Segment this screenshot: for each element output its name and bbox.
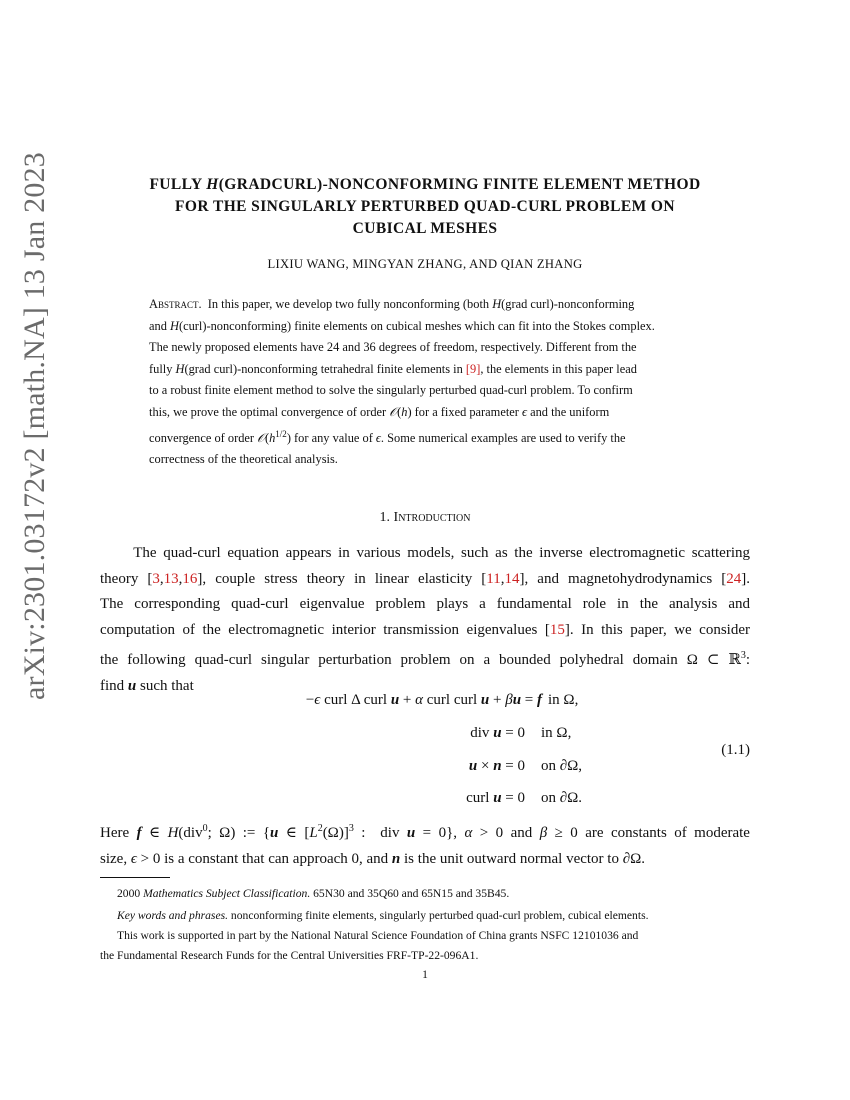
- post-equation-paragraph: [100, 816, 750, 872]
- intro-line-4: computation of the electromagnetic interior transmission eigenvalues [15]. In this paper, we consider: [100, 621, 750, 638]
- abstract-line-2: and H(curl)-nonconforming) finite elements on cubical meshes which can fit into the Stokes complex.: [149, 318, 655, 333]
- citation-link[interactable]: [9]: [465, 361, 481, 376]
- section-number: 1.: [379, 510, 391, 525]
- title-line-3: CUBICAL MESHES: [352, 220, 498, 237]
- arxiv-sidebar-stamp: arXiv:2301.03172v2 [math.NA] 13 Jan 2023: [18, 152, 51, 700]
- abstract-line-8: correctness of the theoretical analysis.: [149, 452, 338, 467]
- paper-title: [100, 174, 750, 240]
- citation-link[interactable]: 11: [486, 570, 501, 587]
- footnote-msc: 2000 Mathematics Subject Classification. 65N30 and 35Q60 and 65N15 and 35B45.: [117, 887, 510, 900]
- footnote-keywords: Key words and phrases. nonconforming finite elements, singularly perturbed quad-curl problem, cubical elements.: [117, 909, 649, 922]
- abstract-line-5: to a robust finite element method to solve the singularly perturbed quad-curl problem. To confirm: [149, 383, 633, 398]
- footnote-support-2: the Fundamental Research Funds for the Central Universities FRF-TP-22-096A1.: [100, 949, 479, 962]
- title-line-2: FOR THE SINGULARLY PERTURBED QUAD-CURL PROBLEM ON: [175, 198, 675, 215]
- intro-paragraph: [100, 541, 750, 699]
- author-list: LIXIU WANG, MINGYAN ZHANG, AND QIAN ZHANG: [267, 257, 583, 271]
- abstract: [149, 294, 700, 471]
- title-h-symbol: H: [206, 176, 219, 193]
- abstract-line-7: convergence of order $𝒪(h^{1/2})$ for any value of ϵ. Some numerical examples are used to verify the: [149, 428, 626, 445]
- equation-row-2-lhs: div u = 0: [470, 725, 525, 741]
- abstract-line-1: Abstract. In this paper, we develop two fully nonconforming (both H(grad curl)-nonconforming: [149, 297, 635, 311]
- section-heading: [100, 510, 750, 526]
- section-title: Introduction: [393, 510, 471, 525]
- equation-row-1-rhs: in Ω,: [548, 692, 579, 708]
- equation-row-3-lhs: u × n = 0: [468, 758, 525, 774]
- intro-line-2: theory [3,13,16], couple stress theory in linear elasticity [11,14], and magnetohydrodynamics [24].: [100, 570, 750, 587]
- equation-row-2-rhs: in Ω,: [541, 725, 572, 741]
- citation-link[interactable]: 16: [182, 570, 198, 587]
- citation-link[interactable]: 15: [549, 621, 565, 638]
- intro-line-3: The corresponding quad-curl eigenvalue problem plays a fundamental role in the analysis and: [100, 596, 750, 612]
- abstract-line-3: The newly proposed elements have 24 and 36 degrees of freedom, respectively. Different from the: [149, 340, 637, 355]
- citation-link[interactable]: 24: [726, 570, 742, 587]
- abstract-line-4: fully H(grad curl)-nonconforming tetrahedral finite elements in [9], the elements in this paper lead: [149, 361, 637, 376]
- intro-line-5: the following quad-curl singular perturbation problem on a bounded polyhedral domain Ω ⊂ ℝ$^3$:: [100, 650, 750, 668]
- citation-link[interactable]: 3: [152, 570, 160, 587]
- page-number: 1: [422, 968, 428, 981]
- footnote-rule: [100, 877, 170, 878]
- citation-link[interactable]: 14: [504, 570, 520, 587]
- post-eq-line-2: size, ϵ > 0 is a constant that can approach 0, and n is the unit outward normal vector to ∂Ω.: [100, 851, 646, 867]
- abstract-heading: Abstract.: [149, 297, 202, 311]
- equation-row-4-rhs: on ∂Ω.: [541, 790, 583, 806]
- equation-row-3-rhs: on ∂Ω,: [541, 758, 583, 774]
- equation-row-1-lhs: −ϵ curl Δ curl u + α curl curl u + βu = f: [305, 692, 542, 708]
- intro-line-1: The quad-curl equation appears in various models, such as the inverse electromagnetic scattering: [100, 545, 750, 561]
- footnotes: [100, 884, 750, 966]
- citation-link[interactable]: 13: [163, 570, 179, 587]
- title-line-1: FULLY H(GRADCURL)-NONCONFORMING FINITE ELEMENT METHOD: [149, 176, 701, 193]
- post-eq-line-1: Here f ∈ H(div$^0$; Ω) := {u ∈ $[L^2(\Omega)]^3$ : div u = 0}, α > 0 and β ≥ 0 are constants of moderate: [100, 823, 750, 841]
- equation-number: (1.1): [721, 742, 750, 758]
- footnote-support-1: This work is supported in part by the National Natural Science Foundation of China grants NSFC 12101036 and: [117, 929, 639, 942]
- abstract-line-6: this, we prove the optimal convergence of order 𝒪(h) for a fixed parameter ϵ and the uniform: [149, 404, 610, 419]
- intro-line-6: find u such that: [100, 677, 194, 694]
- equation-row-4-lhs: curl u = 0: [466, 790, 525, 806]
